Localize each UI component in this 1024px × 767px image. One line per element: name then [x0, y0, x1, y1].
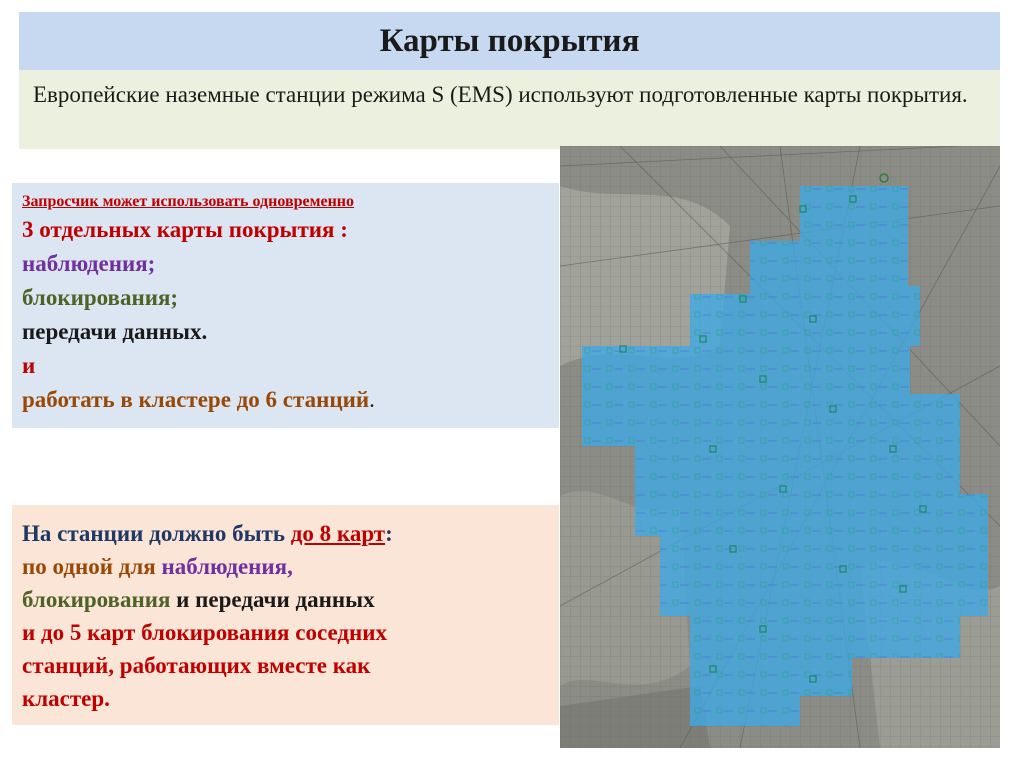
page-title: Карты покрытия	[379, 22, 640, 59]
coverage-map-image	[560, 146, 1000, 748]
box1-line-and: и	[22, 353, 36, 378]
box1-line-cluster	[22, 383, 549, 417]
box2-text-3a: блокирования	[22, 587, 171, 612]
box1-line-coverage-maps: 3 отдельных карты покрытия :	[22, 217, 348, 242]
title-bar	[19, 12, 1000, 70]
box1-heading: Запросчик может использовать одновременно	[22, 193, 355, 210]
box2-text-1a: На станции должно быть	[22, 521, 291, 546]
box2-text-1c: :	[385, 521, 393, 546]
box2-text-3b: и передачи данных	[170, 587, 375, 612]
box1-line-lockout: блокирования;	[22, 285, 179, 310]
box2-line-2	[22, 550, 549, 583]
box2-line-1	[22, 517, 549, 550]
box2-text-2a: по одной для	[22, 554, 162, 579]
subtitle-box	[19, 70, 1000, 149]
box2-line-4: и до 5 карт блокирования соседних	[22, 620, 387, 645]
station-maps-box	[12, 505, 559, 725]
box1-line-surveillance: наблюдения;	[22, 251, 156, 276]
box1-line-datalink: передачи данных.	[22, 319, 208, 344]
coverage-map-svg	[560, 146, 1000, 748]
box2-line-5: станций, работающих вместе как	[22, 653, 371, 678]
box2-line-3	[22, 583, 549, 616]
box2-text-2b: наблюдения,	[161, 554, 293, 579]
box1-cluster-text: работать в кластере до 6 станций	[22, 387, 370, 412]
box1-cluster-period: .	[369, 387, 375, 412]
box2-line-6: кластер.	[22, 686, 110, 711]
subtitle-text: Европейские наземные станции режима S (EMS) используют подготовленные карты покрытия.	[33, 82, 968, 107]
interrogator-capabilities-box	[12, 183, 559, 428]
box2-text-1b: до 8 карт	[290, 521, 386, 546]
